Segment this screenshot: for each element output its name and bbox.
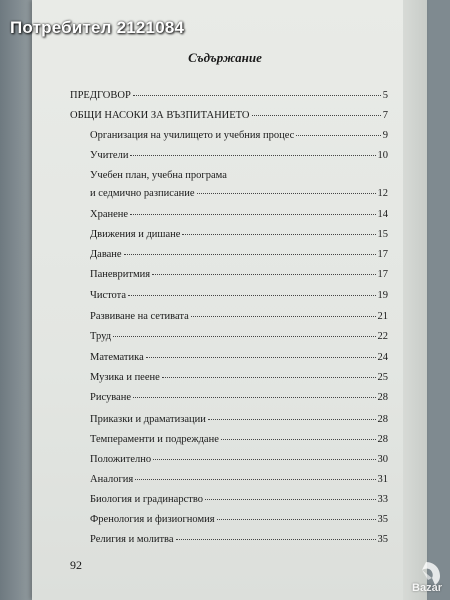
toc-entry (90, 229, 388, 240)
leader-dots (128, 295, 375, 296)
toc-entry (90, 454, 388, 465)
leader-dots (221, 439, 376, 440)
toc-entry-label: Организация на училището и учебния процес (90, 130, 295, 141)
toc-entry-page: 28 (377, 392, 388, 403)
toc-entry-page: 33 (377, 494, 388, 505)
toc-entry (90, 209, 388, 220)
toc-entry-page: 28 (377, 414, 388, 425)
toc-entry-page: 15 (377, 229, 388, 240)
toc-entry-label: ОБЩИ НАСОКИ ЗА ВЪЗПИТАНИЕТО (70, 110, 250, 121)
leader-dots (182, 234, 375, 235)
leader-dots (205, 499, 376, 500)
leader-dots (162, 377, 376, 378)
toc-entry-label: Труд (90, 331, 112, 342)
toc-entry (90, 188, 388, 199)
toc-entry-page: 17 (377, 249, 388, 260)
leader-dots (252, 115, 381, 116)
bazar-logo-icon (382, 556, 446, 596)
toc-entry-page: 30 (377, 454, 388, 465)
toc-entry (90, 474, 388, 485)
leader-dots (208, 419, 376, 420)
toc-entry-page: 14 (377, 209, 388, 220)
toc-entry-page: 5 (382, 90, 388, 101)
leader-dots (146, 357, 376, 358)
leader-dots (152, 274, 375, 275)
toc-entry (90, 311, 388, 322)
toc-entry-page: 35 (377, 534, 388, 545)
leader-dots (135, 479, 375, 480)
leader-dots (130, 155, 375, 156)
toc-entry-page: 25 (377, 372, 388, 383)
toc-entry (90, 352, 388, 363)
leader-dots (217, 519, 376, 520)
page-title: Съдържание (188, 50, 262, 65)
toc-entry-label: Аналогия (90, 474, 134, 485)
toc-entry-label: Развиване на сетивата (90, 311, 189, 322)
toc-entry-label: Религия и молитва (90, 534, 174, 545)
toc-entry-page: 28 (377, 434, 388, 445)
toc-entry (90, 494, 388, 505)
toc-entry-label: Математика (90, 352, 144, 363)
leader-dots (153, 459, 375, 460)
leader-dots (191, 316, 376, 317)
toc-entry-page: 10 (377, 150, 388, 161)
toc-entry-label: Даване (90, 249, 122, 260)
leader-dots (133, 397, 376, 398)
toc-entry-label: Френология и физиогномия (90, 514, 215, 525)
toc-entry (90, 331, 388, 342)
toc-entry-page: 19 (377, 290, 388, 301)
toc-entry-line: Учебен план, учебна програма (90, 170, 227, 181)
user-watermark: Потребител 2121084 (10, 18, 185, 37)
toc-entry-label: Приказки и драматизации (90, 414, 206, 425)
leader-dots (113, 336, 375, 337)
toc-entry (90, 249, 388, 260)
toc-entry-page: 21 (377, 311, 388, 322)
toc-entry-page: 7 (382, 110, 388, 121)
toc-entry-label: Рисуване (90, 392, 131, 403)
toc-entry-page: 31 (377, 474, 388, 485)
leader-dots (124, 254, 376, 255)
page-number: 92 (70, 558, 82, 572)
toc-entry-label: Чистота (90, 290, 127, 301)
logo-text: Bazar (412, 582, 442, 594)
toc-entry-page: 12 (377, 188, 388, 199)
toc-entry-page: 9 (382, 130, 388, 141)
toc-entry-label: Темпераменти и подреждане (90, 434, 219, 445)
toc-entry-label: и седмично разписание (90, 188, 195, 199)
toc-entry-label: ПРЕДГОВОР (70, 90, 131, 101)
toc-entry (90, 269, 388, 280)
toc-entry-label: Движения и дишане (90, 229, 181, 240)
toc-entry-label: Музика и пеене (90, 372, 160, 383)
toc-entry-label: Хранене (90, 209, 129, 220)
leader-dots (296, 135, 380, 136)
leader-dots (197, 193, 376, 194)
toc-entry (70, 110, 388, 121)
toc-entry (90, 150, 388, 161)
leader-dots (133, 95, 381, 96)
toc-entry-label: Паневритмия (90, 269, 151, 280)
toc-entry (90, 392, 388, 403)
toc-entry (90, 414, 388, 425)
leader-dots (176, 539, 376, 540)
toc-entry-page: 22 (377, 331, 388, 342)
toc-entry (90, 434, 388, 445)
toc-entry (90, 290, 388, 301)
toc-entry-label: Биология и градинарство (90, 494, 203, 505)
toc-entry-page: 17 (377, 269, 388, 280)
toc-entry-label: Учители (90, 150, 129, 161)
toc-entry (90, 372, 388, 383)
toc-entry (70, 90, 388, 101)
toc-entry-page: 35 (377, 514, 388, 525)
toc-entry (90, 514, 388, 525)
toc-entry-label: Положително (90, 454, 152, 465)
toc-entry (90, 130, 388, 141)
toc-entry (90, 534, 388, 545)
toc-entry-page: 24 (377, 352, 388, 363)
leader-dots (130, 214, 375, 215)
